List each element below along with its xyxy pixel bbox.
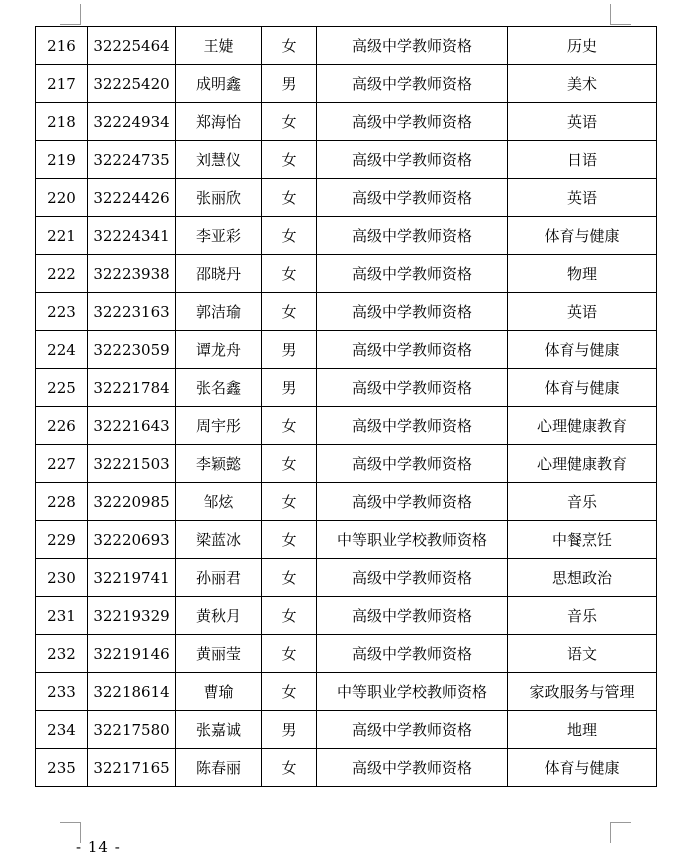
row-number-cell: 220: [36, 179, 88, 217]
row-number-cell: 233: [36, 673, 88, 711]
crop-mark-top-left: [60, 4, 81, 25]
name-cell: 成明鑫: [176, 65, 262, 103]
candidate-id-cell: 32221503: [88, 445, 176, 483]
roster-body: [36, 27, 657, 787]
table-row: [36, 179, 657, 217]
subject-cell: 英语: [508, 103, 657, 141]
candidate-id-cell: 32217580: [88, 711, 176, 749]
row-number-cell: 235: [36, 749, 88, 787]
candidate-id-cell: 32225464: [88, 27, 176, 65]
name-cell: 周宇彤: [176, 407, 262, 445]
name-cell: 梁蓝冰: [176, 521, 262, 559]
crop-mark-top-right: [610, 4, 631, 25]
subject-cell: 体育与健康: [508, 749, 657, 787]
table-row: [36, 597, 657, 635]
subject-cell: 物理: [508, 255, 657, 293]
subject-cell: 家政服务与管理: [508, 673, 657, 711]
page-number: - 14 -: [76, 838, 121, 856]
row-number-cell: 221: [36, 217, 88, 255]
table-row: [36, 293, 657, 331]
table-row: [36, 369, 657, 407]
subject-cell: 思想政治: [508, 559, 657, 597]
candidate-id-cell: 32224426: [88, 179, 176, 217]
table-row: [36, 331, 657, 369]
subject-cell: 日语: [508, 141, 657, 179]
qualification-cell: 高级中学教师资格: [317, 27, 508, 65]
crop-mark-bottom-right: [610, 822, 631, 843]
name-cell: 黄丽莹: [176, 635, 262, 673]
gender-cell: 女: [262, 179, 317, 217]
row-number-cell: 217: [36, 65, 88, 103]
name-cell: 刘慧仪: [176, 141, 262, 179]
subject-cell: 历史: [508, 27, 657, 65]
candidate-id-cell: 32225420: [88, 65, 176, 103]
qualification-cell: 中等职业学校教师资格: [317, 673, 508, 711]
gender-cell: 女: [262, 293, 317, 331]
gender-cell: 女: [262, 521, 317, 559]
candidate-id-cell: 32220693: [88, 521, 176, 559]
qualification-cell: 高级中学教师资格: [317, 749, 508, 787]
name-cell: 李亚彩: [176, 217, 262, 255]
qualification-cell: 高级中学教师资格: [317, 331, 508, 369]
gender-cell: 男: [262, 711, 317, 749]
subject-cell: 美术: [508, 65, 657, 103]
table-row: [36, 103, 657, 141]
name-cell: 曹瑜: [176, 673, 262, 711]
table-row: [36, 27, 657, 65]
candidate-id-cell: 32220985: [88, 483, 176, 521]
row-number-cell: 226: [36, 407, 88, 445]
row-number-cell: 224: [36, 331, 88, 369]
qualification-cell: 高级中学教师资格: [317, 711, 508, 749]
candidate-id-cell: 32218614: [88, 673, 176, 711]
candidate-id-cell: 32219146: [88, 635, 176, 673]
subject-cell: 地理: [508, 711, 657, 749]
row-number-cell: 219: [36, 141, 88, 179]
subject-cell: 语文: [508, 635, 657, 673]
qualification-cell: 高级中学教师资格: [317, 179, 508, 217]
candidate-id-cell: 32224735: [88, 141, 176, 179]
table-row: [36, 559, 657, 597]
gender-cell: 女: [262, 673, 317, 711]
gender-cell: 女: [262, 103, 317, 141]
name-cell: 张丽欣: [176, 179, 262, 217]
gender-cell: 女: [262, 445, 317, 483]
subject-cell: 心理健康教育: [508, 445, 657, 483]
candidate-id-cell: 32224934: [88, 103, 176, 141]
table-row: [36, 635, 657, 673]
name-cell: 张名鑫: [176, 369, 262, 407]
gender-cell: 女: [262, 407, 317, 445]
gender-cell: 男: [262, 65, 317, 103]
table-row: [36, 483, 657, 521]
table-row: [36, 217, 657, 255]
gender-cell: 女: [262, 255, 317, 293]
table-row: [36, 141, 657, 179]
name-cell: 郑海怡: [176, 103, 262, 141]
gender-cell: 女: [262, 559, 317, 597]
qualification-cell: 高级中学教师资格: [317, 483, 508, 521]
name-cell: 邹炫: [176, 483, 262, 521]
row-number-cell: 229: [36, 521, 88, 559]
row-number-cell: 228: [36, 483, 88, 521]
qualification-cell: 高级中学教师资格: [317, 217, 508, 255]
table-row: [36, 445, 657, 483]
gender-cell: 男: [262, 369, 317, 407]
row-number-cell: 223: [36, 293, 88, 331]
candidate-id-cell: 32221643: [88, 407, 176, 445]
gender-cell: 女: [262, 597, 317, 635]
gender-cell: 女: [262, 141, 317, 179]
row-number-cell: 232: [36, 635, 88, 673]
qualification-cell: 高级中学教师资格: [317, 559, 508, 597]
row-number-cell: 227: [36, 445, 88, 483]
row-number-cell: 231: [36, 597, 88, 635]
subject-cell: 体育与健康: [508, 331, 657, 369]
gender-cell: 女: [262, 217, 317, 255]
qualification-cell: 高级中学教师资格: [317, 141, 508, 179]
candidate-id-cell: 32223059: [88, 331, 176, 369]
subject-cell: 英语: [508, 293, 657, 331]
candidate-id-cell: 32223163: [88, 293, 176, 331]
name-cell: 黄秋月: [176, 597, 262, 635]
name-cell: 张嘉诚: [176, 711, 262, 749]
candidate-id-cell: 32219329: [88, 597, 176, 635]
qualification-cell: 高级中学教师资格: [317, 369, 508, 407]
qualification-cell: 高级中学教师资格: [317, 635, 508, 673]
candidate-id-cell: 32224341: [88, 217, 176, 255]
row-number-cell: 225: [36, 369, 88, 407]
table-row: [36, 521, 657, 559]
name-cell: 王婕: [176, 27, 262, 65]
name-cell: 李颖懿: [176, 445, 262, 483]
subject-cell: 音乐: [508, 483, 657, 521]
qualification-cell: 高级中学教师资格: [317, 255, 508, 293]
gender-cell: 男: [262, 331, 317, 369]
subject-cell: 音乐: [508, 597, 657, 635]
name-cell: 郭洁瑜: [176, 293, 262, 331]
subject-cell: 体育与健康: [508, 217, 657, 255]
qualification-cell: 高级中学教师资格: [317, 103, 508, 141]
gender-cell: 女: [262, 749, 317, 787]
qualification-cell: 高级中学教师资格: [317, 407, 508, 445]
qualification-cell: 高级中学教师资格: [317, 65, 508, 103]
gender-cell: 女: [262, 27, 317, 65]
subject-cell: 体育与健康: [508, 369, 657, 407]
subject-cell: 中餐烹饪: [508, 521, 657, 559]
row-number-cell: 218: [36, 103, 88, 141]
candidate-id-cell: 32219741: [88, 559, 176, 597]
row-number-cell: 234: [36, 711, 88, 749]
qualification-cell: 中等职业学校教师资格: [317, 521, 508, 559]
row-number-cell: 222: [36, 255, 88, 293]
table-row: [36, 65, 657, 103]
table-row: [36, 749, 657, 787]
candidate-id-cell: 32221784: [88, 369, 176, 407]
name-cell: 谭龙舟: [176, 331, 262, 369]
qualification-cell: 高级中学教师资格: [317, 293, 508, 331]
gender-cell: 女: [262, 483, 317, 521]
name-cell: 孙丽君: [176, 559, 262, 597]
name-cell: 邵晓丹: [176, 255, 262, 293]
table-row: [36, 407, 657, 445]
table-row: [36, 673, 657, 711]
gender-cell: 女: [262, 635, 317, 673]
row-number-cell: 216: [36, 27, 88, 65]
subject-cell: 心理健康教育: [508, 407, 657, 445]
candidate-id-cell: 32223938: [88, 255, 176, 293]
subject-cell: 英语: [508, 179, 657, 217]
row-number-cell: 230: [36, 559, 88, 597]
qualification-cell: 高级中学教师资格: [317, 445, 508, 483]
roster-table: [35, 26, 657, 787]
qualification-cell: 高级中学教师资格: [317, 597, 508, 635]
table-row: [36, 711, 657, 749]
table-row: [36, 255, 657, 293]
name-cell: 陈春丽: [176, 749, 262, 787]
candidate-id-cell: 32217165: [88, 749, 176, 787]
